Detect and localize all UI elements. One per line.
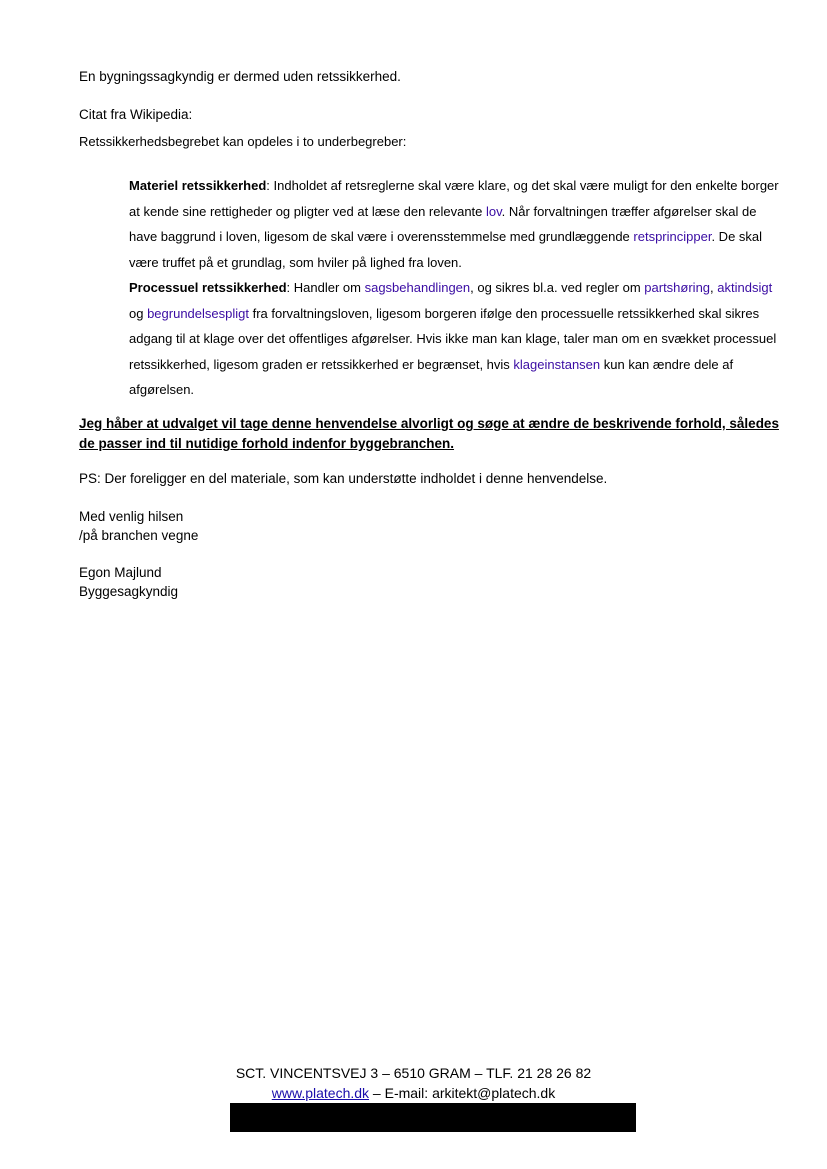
signoff-name: Egon Majlund <box>79 565 162 580</box>
signoff-greeting: Med venlig hilsen <box>79 509 184 524</box>
footer-address: SCT. VINCENTSVEJ 3 – 6510 GRAM – TLF. 21 28 26 82 <box>235 1065 592 1081</box>
intro-line: En bygningssagkyndig er dermed uden retssikkerhed. <box>79 69 401 84</box>
process-term: Processuel retssikkerhed <box>129 280 287 295</box>
footer-email: arkitekt@platech.dk <box>432 1085 556 1101</box>
process-text-2: , og sikres bl.a. ved regler om <box>470 280 645 295</box>
footer-black-bar <box>230 1103 636 1132</box>
process-text-3: , <box>710 280 718 295</box>
material-paragraph <box>129 173 779 275</box>
material-text-3: . De skal være truffet på et grundlag, som hviler på lighed fra loven. <box>129 229 763 270</box>
link-partshoring[interactable]: partshøring <box>644 280 711 295</box>
link-lov[interactable]: lov <box>486 203 502 219</box>
footer-separator: – E-mail: <box>369 1085 433 1101</box>
closing-statement: Jeg håber at udvalget vil tage denne henvendelse alvorligt og søge at ændre de beskrivende forhold, således de passer ind til nutidige forhold indenfor byggebranchen. <box>79 416 779 451</box>
citation-intro: Retssikkerhedsbegrebet kan opdeles i to underbegreber: <box>79 134 407 149</box>
footer-website-link[interactable]: www.platech.dk <box>271 1085 370 1101</box>
process-text-5: fra forvaltningsloven, ligesom borgeren ifølge den processuelle retssikkerhed skal sikres adgang til at klage over det offentliges afgørelser. Hvis ikke man kan klage, taler man om en svækket processuel retssikkerhed, ligesom graden er retssikkerhed er begrænset, hvis <box>129 305 777 372</box>
citation-label: Citat fra Wikipedia: <box>79 107 193 122</box>
material-term: Materiel retssikkerhed <box>129 178 267 193</box>
process-text-1: : Handler om <box>286 280 365 295</box>
wikipedia-quote <box>129 173 779 403</box>
link-begrundelsespligt[interactable]: begrundelsespligt <box>147 305 249 321</box>
link-aktindsigt[interactable]: aktindsigt <box>717 280 773 295</box>
signoff-title: Byggesagkyndig <box>79 584 179 599</box>
link-sagsbehandlingen[interactable]: sagsbehandlingen <box>364 280 471 295</box>
process-text-4: og <box>129 305 148 321</box>
link-klageinstansen[interactable]: klageinstansen <box>513 356 601 372</box>
signoff-on-behalf: /på branchen vegne <box>79 528 199 543</box>
material-text-1: : Indholdet af retsreglerne skal være klare, og det skal være muligt for den enkelte borger at kende sine rettigheder og pligter ved at læse den relevante <box>129 178 779 219</box>
process-paragraph <box>129 275 779 403</box>
ps-note: PS: Der foreligger en del materiale, som kan understøtte indholdet i denne henvendelse. <box>79 471 608 486</box>
link-retsprincipper[interactable]: retsprincipper <box>633 229 712 244</box>
process-text-6: kun kan ændre dele af afgørelsen. <box>129 356 734 397</box>
footer-contact <box>0 1085 827 1101</box>
material-text-2: . Når forvaltningen træffer afgørelser skal de have baggrund i loven, ligesom de skal være i overensstemmelse med grundlæggende <box>129 203 757 244</box>
